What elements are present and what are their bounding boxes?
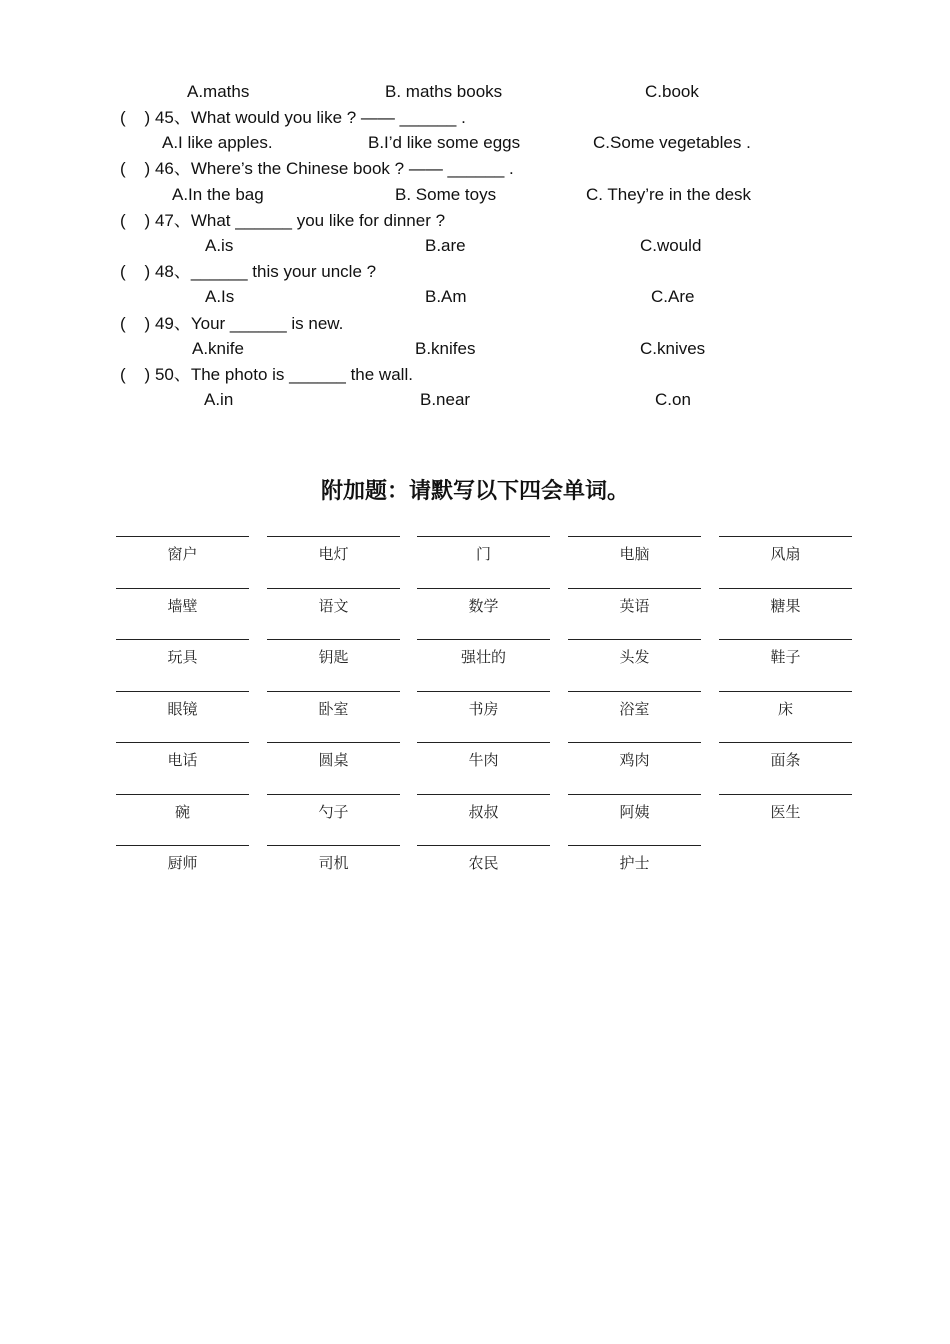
vocab-prompt: 英语 [619,596,650,615]
vocab-prompt: 糖果 [770,596,801,615]
vocab-prompt: 护士 [619,854,650,872]
q45-stem: ( ) 45、What would you like ? —— ______ . [120,108,466,127]
dictation-blank[interactable] [719,536,852,537]
q48-option-a: A.Is [205,287,235,306]
dictation-blank[interactable] [568,794,701,795]
q44-option-b: B. maths books [385,82,503,101]
vocab-prompt: 鞋子 [770,648,801,666]
dictation-blank[interactable] [267,536,400,537]
dictation-blank[interactable] [267,588,400,589]
vocab-prompt: 头发 [619,648,650,666]
vocab-prompt: 叔叔 [468,802,499,821]
vocab-prompt: 圆桌 [318,751,349,769]
vocab-prompt: 墙壁 [167,596,198,615]
vocab-prompt: 眼镜 [167,699,198,718]
dictation-blank[interactable] [417,794,550,795]
vocab-prompt: 面条 [770,751,801,769]
q48-option-c: C.Are [651,287,695,306]
q46-option-a: A.In the bag [172,185,264,204]
dictation-blank[interactable] [116,794,249,795]
dictation-blank[interactable] [116,742,249,743]
vocab-prompt: 卧室 [318,699,349,718]
q45-option-c: C.Some vegetables . [593,133,751,152]
vocab-prompt: 数学 [468,596,499,615]
vocab-prompt: 勺子 [318,802,349,821]
q44-option-a: A.maths [187,82,250,101]
vocab-prompt: 钥匙 [318,648,349,666]
dictation-blank[interactable] [116,536,249,537]
dictation-blank[interactable] [719,794,852,795]
vocab-prompt: 浴室 [619,699,650,718]
q46-stem: ( ) 46、Where’s the Chinese book ? —— ______ . [120,159,514,178]
dictation-blank[interactable] [267,742,400,743]
dictation-blank[interactable] [116,588,249,589]
dictation-blank[interactable] [719,639,852,640]
q50-stem: ( ) 50、The photo is ______ the wall. [120,365,413,384]
dictation-blank[interactable] [568,639,701,640]
vocab-prompt: 碗 [174,802,190,821]
dictation-blank[interactable] [267,845,400,846]
dictation-blank[interactable] [719,742,852,743]
q47-option-c: C.would [640,236,702,255]
q49-option-c: C.knives [640,339,706,358]
q47-stem: ( ) 47、What ______ you like for dinner ? [120,211,446,230]
vocab-prompt: 窗户 [167,545,198,563]
q46-option-c: C. They’re in the desk [586,185,752,204]
dictation-blank[interactable] [719,588,852,589]
q47-option-b: B.are [425,236,466,255]
dictation-blank[interactable] [417,742,550,743]
dictation-blank[interactable] [417,845,550,846]
vocab-prompt: 电灯 [318,545,349,563]
q48-option-b: B.Am [425,287,467,306]
q44-option-c: C.book [645,82,699,101]
vocab-prompt: 书房 [468,699,499,718]
vocab-prompt: 风扇 [770,545,801,563]
q49-option-a: A.knife [192,339,244,358]
dictation-blank[interactable] [267,691,400,692]
vocab-prompt: 电脑 [619,545,650,563]
vocab-prompt: 强壮的 [460,648,506,666]
dictation-blank[interactable] [568,691,701,692]
q45-option-b: B.I’d like some eggs [368,133,521,152]
q48-stem: ( ) 48、______ this your uncle ? [120,262,377,281]
vocab-prompt: 牛肉 [468,751,499,769]
dictation-blank[interactable] [568,536,701,537]
vocab-prompt: 医生 [770,802,801,821]
dictation-blank[interactable] [417,691,550,692]
dictation-blank[interactable] [568,742,701,743]
dictation-blank[interactable] [267,794,400,795]
q45-option-a: A.I like apples. [162,133,273,152]
q47-option-a: A.is [205,236,234,255]
dictation-blank[interactable] [417,536,550,537]
vocab-prompt: 电话 [167,751,198,769]
vocab-prompt: 司机 [318,854,349,872]
dictation-blank[interactable] [116,691,249,692]
q49-stem: ( ) 49、Your ______ is new. [120,314,344,333]
dictation-blank[interactable] [116,639,249,640]
dictation-blank[interactable] [267,639,400,640]
vocab-prompt: 门 [475,545,491,563]
dictation-blank[interactable] [568,845,701,846]
vocab-prompt: 语文 [318,596,349,615]
vocab-prompt: 床 [777,699,793,718]
dictation-blank[interactable] [116,845,249,846]
dictation-blank[interactable] [417,639,550,640]
vocab-prompt: 阿姨 [619,802,650,821]
q50-option-a: A.in [204,390,234,409]
vocab-prompt: 鸡肉 [619,751,650,769]
q46-option-b: B. Some toys [395,185,497,204]
vocab-prompt: 厨师 [167,854,198,872]
dictation-blank[interactable] [719,691,852,692]
extra-section-title: 附加题：请默写以下四会单词。 [320,479,629,504]
dictation-blank[interactable] [417,588,550,589]
q50-option-c: C.on [655,390,691,409]
q50-option-b: B.near [420,390,471,409]
dictation-blank[interactable] [568,588,701,589]
vocab-prompt: 农民 [468,854,499,872]
q49-option-b: B.knifes [415,339,476,358]
vocab-prompt: 玩具 [167,648,198,666]
